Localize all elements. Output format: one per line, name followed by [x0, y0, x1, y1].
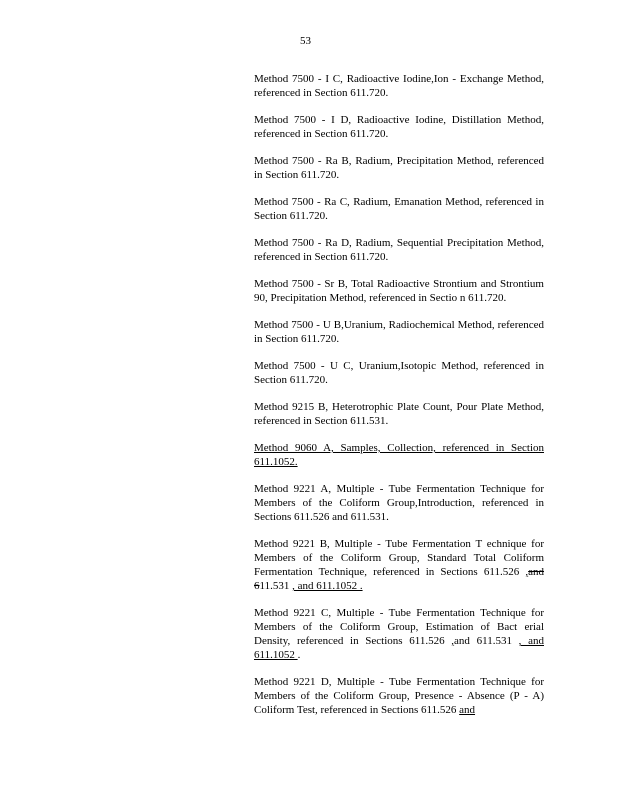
method-entry	[254, 236, 544, 264]
method-entry	[254, 675, 544, 717]
method-entry-text: Method 9221 D, Multiple - Tube Fermentation Technique for Members of the Coliform Group, Presence - Absence (P - A) Coliform Test, referenced in Sections 611.526	[254, 676, 544, 716]
method-entry-text: Method 7500 - U B,Uranium, Radiochemical Method, referenced in Section 611.720.	[254, 319, 544, 345]
method-entry	[254, 359, 544, 387]
method-entry-text: Method 7500 - Ra D, Radium, Sequential Precipitation Method, referenced in Section 611.720.	[254, 237, 544, 263]
method-entry-text: and	[459, 704, 476, 716]
method-entry-text: and 6	[254, 566, 544, 592]
method-entry-text: and 611.531	[454, 635, 519, 647]
method-entry	[254, 113, 544, 141]
method-entry-text: Method 9215 B, Heterotrophic Plate Count, Pour Plate Method, referenced in Section 611.531.	[254, 401, 544, 427]
method-entry-text: Method 7500 - U C, Uranium,Isotopic Method, referenced in Section 611.720.	[254, 360, 544, 386]
method-entry-text: Method 7500 - Ra B, Radium, Precipitation Method, referenced in Section 611.720.	[254, 155, 544, 181]
method-entry	[254, 195, 544, 223]
method-entry	[254, 72, 544, 100]
method-entry-text: Method 9221 B, Multiple - Tube Fermentation T echnique for Members of the Coliform Group, Standard Total Coliform Fermentation Technique, referenced in Sections 611.526	[254, 538, 544, 578]
method-entry-text: .	[297, 649, 301, 661]
method-entry	[254, 482, 544, 524]
method-entry	[254, 441, 544, 469]
method-entry-text: Method 7500 - Sr B, Total Radioactive Strontium and Strontium 90, Precipitation Method, referenced in Sectio n 611.720.	[254, 278, 544, 304]
method-entry-text: Method 7500 - I C, Radioactive Iodine,Ion - Exchange Method, referenced in Section 611.720.	[254, 73, 544, 99]
method-entry	[254, 277, 544, 305]
method-entry-text: Method 9060 A, Samples, Collection, referenced in Section 611.1052.	[254, 442, 544, 468]
method-entry	[254, 537, 544, 593]
method-list	[254, 72, 544, 730]
page-number: 53	[300, 35, 311, 47]
method-entry-text: ,	[451, 635, 455, 647]
method-entry-text: Method 7500 - I D, Radioactive Iodine, Distillation Method, referenced in Section 611.720.	[254, 114, 544, 140]
method-entry-text: ,	[525, 566, 529, 578]
method-entry	[254, 318, 544, 346]
method-entry-text: Method 9221 C, Multiple - Tube Fermentation Technique for Members of the Coliform Group, Estimation of Bact erial Density, referenced in Sections 611.526	[254, 607, 544, 647]
method-entry-text: Method 9221 A, Multiple - Tube Fermentation Technique for Members of the Coliform Group,Introduction, referenced in Sections 611.526 and 611.531.	[254, 483, 544, 523]
method-entry	[254, 606, 544, 662]
method-entry-text: 11.531	[259, 580, 293, 592]
method-entry-text: , and 611.1052	[254, 635, 544, 661]
method-entry	[254, 154, 544, 182]
method-entry-text: Method 7500 - Ra C, Radium, Emanation Method, referenced in Section 611.720.	[254, 196, 544, 222]
method-entry	[254, 400, 544, 428]
method-entry-text: , and 611.1052 .	[292, 580, 363, 592]
